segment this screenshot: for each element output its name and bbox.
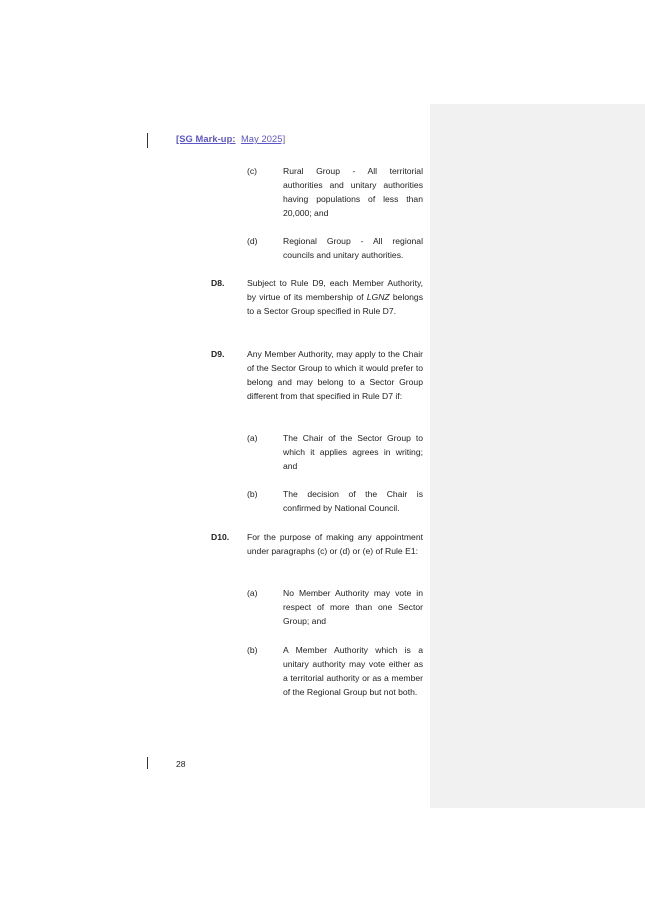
footer-change-bar <box>147 757 148 769</box>
item-a2-text: No Member Authority may vote in respect of more than one Sector Group; and <box>283 588 423 626</box>
item-d-number: (d) <box>247 236 258 246</box>
rule-d10-number: D10. <box>211 532 230 542</box>
rule-d10-text: For the purpose of making any appointment under paragraphs (c) or (d) or (e) of Rule E1: <box>247 532 423 556</box>
markup-tag: [SG Mark-up: <box>176 134 236 144</box>
page-number: 28 <box>176 759 186 769</box>
item-b2-text: A Member Authority which is a unitary authority may vote either as a territorial authority or as a member of the Regional Group but not both. <box>283 645 423 697</box>
item-b-text: The decision of the Chair is confirmed by National Council. <box>283 489 423 513</box>
rule-d8-text-pre: Subject to Rule D9, each Member Authority, by virtue of its membership of <box>247 278 423 302</box>
rule-d8-text-post: belongs to a Sector Group specified in Rule D7. <box>247 292 424 316</box>
item-a-number: (a) <box>247 433 258 443</box>
item-c-number: (c) <box>247 166 258 176</box>
rule-d8-number: D8. <box>211 278 225 288</box>
rule-d8-text <box>247 276 423 318</box>
markup-label <box>176 134 285 144</box>
item-a2-number: (a) <box>247 588 258 598</box>
rule-d8-text-italic: LGNZ <box>366 292 390 302</box>
item-d-text: Regional Group - All regional councils and unitary authorities. <box>283 236 423 260</box>
rule-d9-number: D9. <box>211 349 225 359</box>
item-b2-number: (b) <box>247 645 258 655</box>
comments-margin-pane <box>430 104 645 808</box>
change-bar <box>147 133 148 148</box>
item-a-text: The Chair of the Sector Group to which it applies agrees in writing; and <box>283 433 423 471</box>
rule-d9-text: Any Member Authority, may apply to the Chair of the Sector Group to which it would prefer to belong and may belong to a Sector Group different from that specified in Rule D7 if: <box>247 349 423 401</box>
markup-date: May 2025] <box>240 134 286 144</box>
item-b-number: (b) <box>247 489 258 499</box>
item-c-text: Rural Group - All territorial authorities and unitary authorities having populations of less than 20,000; and <box>283 166 423 218</box>
